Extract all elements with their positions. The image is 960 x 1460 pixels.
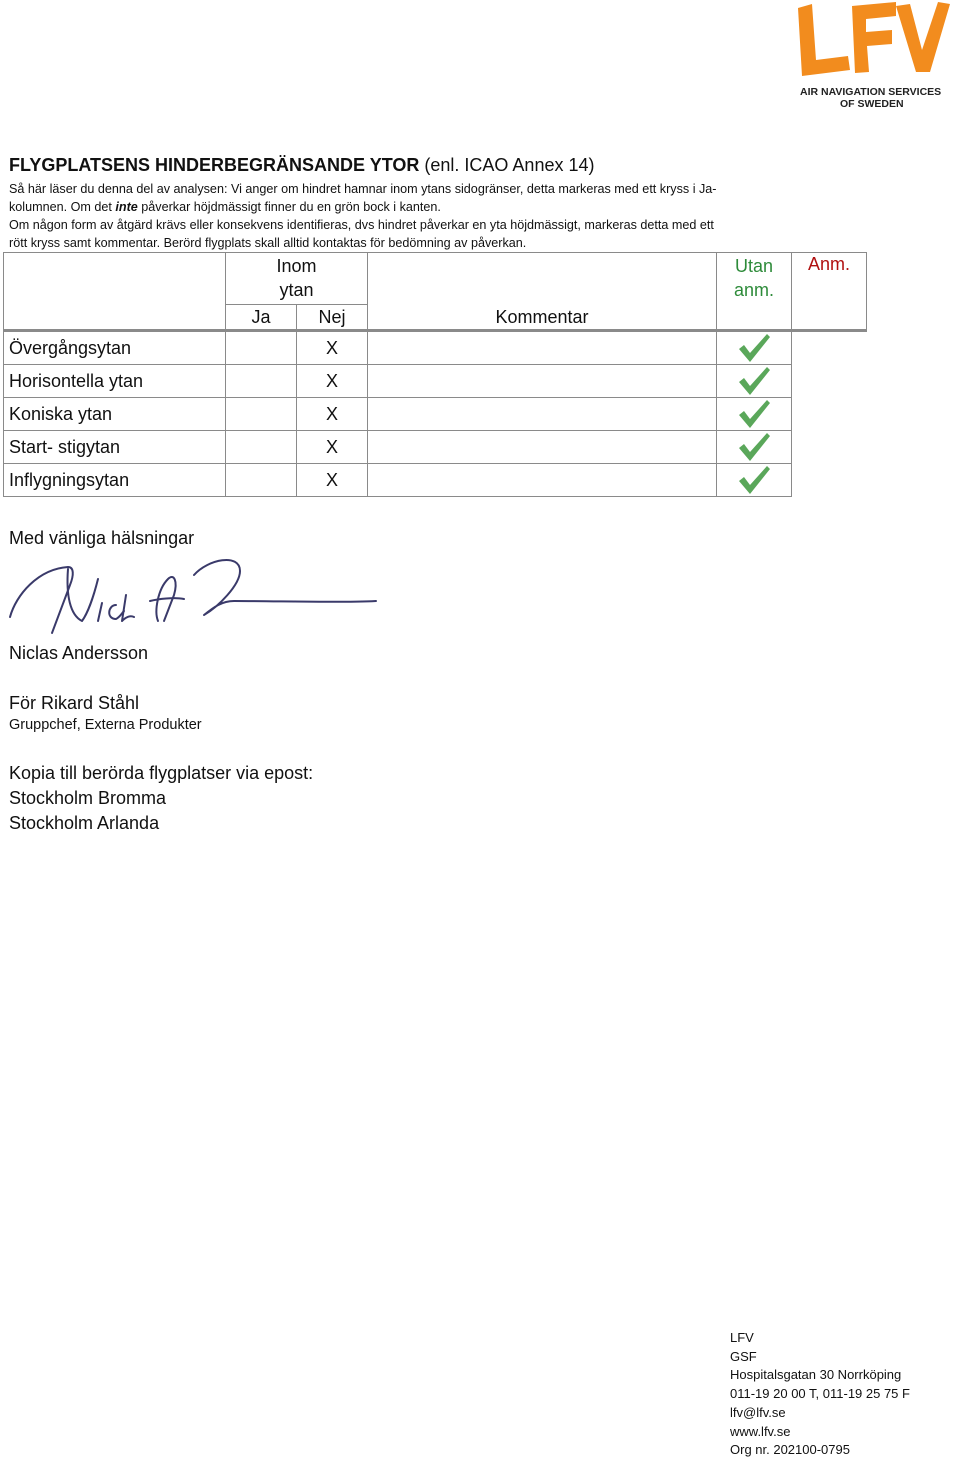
footer-line-orgnr: Org nr. 202100-0795 — [730, 1442, 850, 1458]
row-utan-anm — [717, 431, 792, 464]
header-empty-cell — [4, 253, 226, 331]
surfaces-table — [3, 252, 867, 497]
header-utan-line1: Utan — [734, 256, 774, 276]
row-name: Koniska ytan — [4, 398, 226, 431]
row-kommentar — [368, 431, 717, 464]
table-row — [4, 431, 867, 464]
green-check-icon — [736, 431, 772, 463]
footer-line-web: www.lfv.se — [730, 1423, 791, 1439]
row-name: Övergångsytan — [4, 331, 226, 365]
row-name: Inflygningsytan — [4, 464, 226, 497]
row-ja — [226, 365, 297, 398]
footer-line-address: Hospitalsgatan 30 Norrköping — [730, 1367, 902, 1383]
intro-paragraph-1 — [9, 180, 729, 216]
greeting: Med vänliga hälsningar — [9, 528, 195, 548]
green-check-icon — [736, 398, 772, 430]
header-nej: Nej — [297, 305, 368, 331]
page-title-suffix: (enl. ICAO Annex 14) — [419, 155, 595, 175]
for-line: För Rikard Ståhl — [9, 693, 140, 713]
row-nej: X — [297, 331, 368, 365]
copy-recipient-1: Stockholm Bromma — [9, 788, 167, 808]
row-ja — [226, 431, 297, 464]
intro-paragraph-2: Om någon form av åtgärd krävs eller konsekvens identifieras, dvs hindret påverkar en yta höjdmässigt, markeras detta med ett rött kryss samt kommentar. Berörd flygplats skall alltid kontaktas för bedömning av påverkan. — [9, 218, 714, 250]
green-check-icon — [736, 365, 772, 397]
intro-p1-b: påverkar höjdmässigt finner du en grön bock i kanten. — [137, 200, 441, 214]
header-inom-line2: ytan — [279, 280, 314, 300]
signer-name: Niclas Andersson — [9, 643, 149, 663]
logo-caption-line2: OF SWEDEN — [840, 98, 904, 110]
row-anm — [792, 365, 867, 398]
table-header-row-1 — [4, 253, 867, 305]
row-kommentar — [368, 398, 717, 431]
table-row — [4, 398, 867, 431]
header-inom-ytan — [226, 253, 368, 305]
row-anm — [792, 464, 867, 497]
intro-p1-a: Så här läser du denna del av analysen: Vi anger om hindret hamnar inom ytans sidogränser, detta markeras med ett kryss i Ja-kolumnen. Om det — [9, 182, 717, 214]
footer-line-unit: GSF — [730, 1348, 757, 1364]
green-check-icon — [736, 332, 772, 364]
header-inom-line1: Inom — [276, 256, 317, 276]
row-nej: X — [297, 398, 368, 431]
table-row — [4, 464, 867, 497]
signature-icon — [8, 555, 378, 637]
row-nej: X — [297, 365, 368, 398]
row-name: Horisontella ytan — [4, 365, 226, 398]
row-utan-anm — [717, 464, 792, 497]
footer-address — [730, 1329, 910, 1460]
intro-text — [9, 180, 729, 252]
row-ja — [226, 464, 297, 497]
row-anm — [792, 331, 867, 365]
row-nej: X — [297, 431, 368, 464]
copy-recipient-2: Stockholm Arlanda — [9, 813, 160, 833]
row-ja — [226, 331, 297, 365]
row-utan-anm — [717, 398, 792, 431]
footer-line-email: lfv@lfv.se — [730, 1404, 786, 1420]
footer-line-org: LFV — [730, 1330, 754, 1345]
logo-caption-line1: AIR NAVIGATION SERVICES — [800, 86, 942, 98]
row-utan-anm — [717, 331, 792, 365]
intro-p1-emphasis: inte — [115, 200, 138, 214]
row-ja — [226, 398, 297, 431]
signer-title: Gruppchef, Externa Produkter — [9, 717, 202, 733]
header-ja: Ja — [226, 305, 297, 331]
page-title-bold: FLYGPLATSENS HINDERBEGRÄNSANDE YTOR — [9, 155, 420, 175]
logo-caption — [800, 86, 950, 110]
header-kommentar: Kommentar — [368, 253, 717, 331]
header-anm: Anm. — [792, 253, 867, 331]
row-kommentar — [368, 365, 717, 398]
table-row — [4, 331, 867, 365]
header-utan-anm — [717, 253, 792, 331]
row-kommentar — [368, 331, 717, 365]
row-anm — [792, 398, 867, 431]
row-nej: X — [297, 464, 368, 497]
green-check-icon — [736, 464, 772, 496]
header-utan-line2: anm. — [733, 280, 775, 300]
row-kommentar — [368, 464, 717, 497]
row-name: Start- stigytan — [4, 431, 226, 464]
copy-heading: Kopia till berörda flygplatser via epost: — [9, 763, 314, 783]
footer-line-phone: 011-19 20 00 T, 011-19 25 75 F — [730, 1386, 910, 1402]
page-title — [9, 155, 594, 176]
table-row — [4, 365, 867, 398]
row-anm — [792, 431, 867, 464]
row-utan-anm — [717, 365, 792, 398]
